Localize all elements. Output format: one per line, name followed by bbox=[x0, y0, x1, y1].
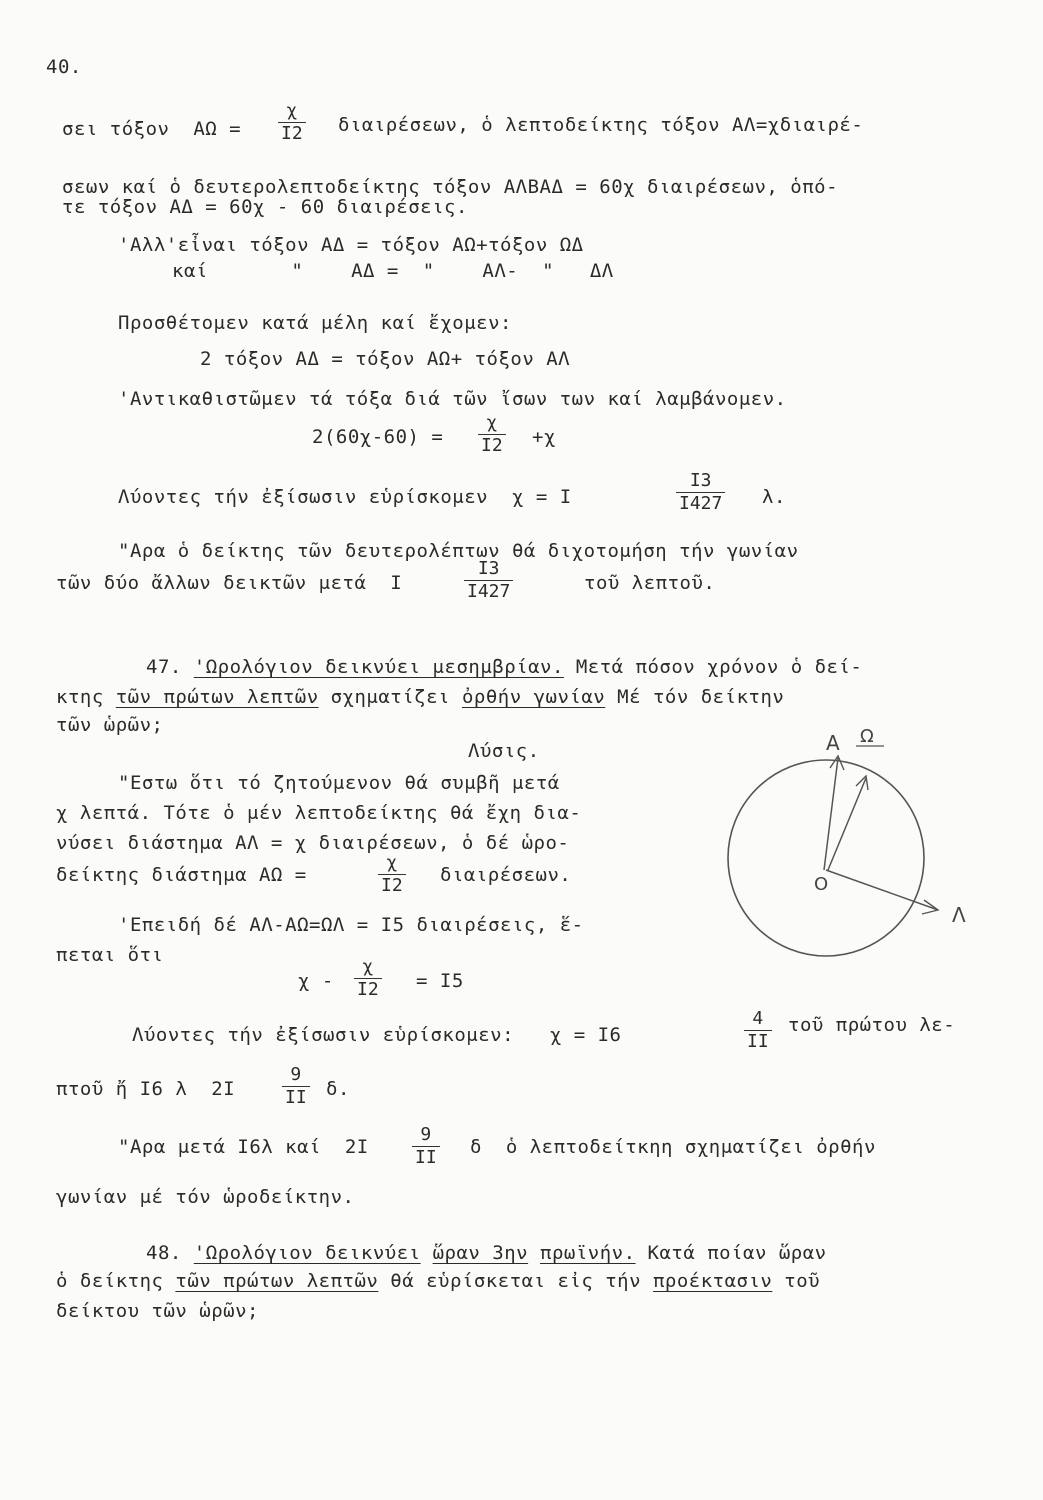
text-line: "Αρα μετά Ι6λ καί 2Ι bbox=[118, 1136, 369, 1158]
fraction-denominator: ΙΙ bbox=[415, 1147, 437, 1168]
text-fragment bbox=[528, 1242, 540, 1264]
label-O: Ο bbox=[814, 874, 829, 895]
text-line: λ. bbox=[762, 486, 786, 508]
fraction-denominator: ΙΙ bbox=[747, 1031, 769, 1052]
text-line: "Αρα ὁ δείκτης τῶν δευτερολέπτων θά διχοτομήση τήν γωνίαν bbox=[118, 540, 799, 562]
fraction bbox=[676, 470, 725, 515]
fraction-denominator: ΙΙ bbox=[285, 1087, 307, 1108]
text-line: νύσει διάστημα ΑΛ = χ διαιρέσεων, ὁ δέ ὡρο- bbox=[56, 832, 570, 854]
label-L: Λ bbox=[952, 903, 966, 927]
equation-right: = Ι5 bbox=[416, 970, 464, 992]
text-line: δείκτης διάστημα ΑΩ = bbox=[56, 864, 307, 886]
problem-number: 48. bbox=[146, 1242, 182, 1264]
problem-47-line-2 bbox=[56, 686, 784, 708]
text-fragment: Κατά ποίαν ὥραν bbox=[635, 1242, 827, 1264]
fraction-numerator: Ι3 bbox=[676, 470, 725, 493]
fraction bbox=[744, 1008, 772, 1053]
fraction-numerator: χ bbox=[354, 956, 382, 979]
text-fragment: θά εὑρίσκεται εἰς τήν bbox=[378, 1270, 653, 1292]
underlined-phrase: πρωϊνήν. bbox=[540, 1242, 636, 1264]
text-line: δ ὁ λεπτοδείτκηη σχηματίζει ὀρθήν bbox=[470, 1136, 876, 1158]
text-line: τῶν ὡρῶν; bbox=[56, 714, 164, 736]
fraction bbox=[282, 1064, 310, 1109]
solution-heading: Λύσις. bbox=[468, 740, 540, 762]
text-line: σεων καί ὁ δευτερολεπτοδείκτης τόξον ΑΛΒΑΔ = 60χ διαιρέσεων, ὁπό- bbox=[62, 176, 839, 198]
equation-right: +χ bbox=[532, 426, 556, 448]
fraction-numerator: χ bbox=[278, 100, 306, 123]
fraction-numerator: χ bbox=[478, 412, 506, 435]
problem-statement: Μετά πόσον χρόνον ὁ δεί- bbox=[563, 656, 863, 678]
text-fragment: τοῦ bbox=[772, 1270, 821, 1292]
fraction-denominator: Ι2 bbox=[357, 979, 379, 1000]
minute-hand bbox=[824, 758, 838, 870]
text-line: "Εστω ὅτι τό ζητούμενον θά συμβῆ μετά bbox=[118, 772, 560, 794]
fraction-denominator: Ι427 bbox=[467, 581, 511, 602]
label-Omega: Ω bbox=[860, 728, 874, 747]
underlined-phrase: 'Ωρολόγιον δεικνύει bbox=[193, 1242, 421, 1264]
text-line: σει τόξον ΑΩ = bbox=[62, 118, 242, 140]
fraction bbox=[464, 558, 513, 603]
clock-diagram bbox=[718, 728, 988, 968]
text-line: διαιρέσεων. bbox=[440, 864, 572, 886]
problem-number: 47. bbox=[146, 656, 182, 678]
fraction-numerator: 9 bbox=[412, 1124, 440, 1147]
fraction-denominator: Ι427 bbox=[679, 493, 723, 514]
underlined-phrase: τῶν πρώτων λεπτῶν bbox=[175, 1270, 379, 1292]
fraction-denominator: Ι2 bbox=[381, 875, 403, 896]
fraction bbox=[412, 1124, 440, 1169]
problem-47-line-1 bbox=[146, 656, 862, 678]
fraction-numerator: 4 bbox=[744, 1008, 772, 1031]
text-fragment: κτης bbox=[56, 686, 116, 708]
fraction bbox=[478, 412, 506, 457]
fraction-denominator: Ι2 bbox=[481, 435, 503, 456]
problem-statement-underlined: 'Ωρολόγιον δεικνύει μεσημβρίαν. bbox=[193, 656, 564, 678]
problem-48-line-2 bbox=[56, 1270, 820, 1292]
text-line: 'Αλλ'εἶναι τόξον ΑΔ = τόξον ΑΩ+τόξον ΩΔ bbox=[118, 234, 584, 256]
underlined-phrase: ὥραν 3ην bbox=[432, 1242, 529, 1264]
text-line: δ. bbox=[326, 1078, 350, 1100]
problem-48-line-1 bbox=[146, 1242, 827, 1264]
text-fragment: σχηματίζει bbox=[318, 686, 462, 708]
text-line: πτοῦ ἤ Ι6 λ 2Ι bbox=[56, 1078, 236, 1100]
text-line: χ λεπτά. Τότε ὁ μέν λεπτοδείκτης θά ἔχη δια- bbox=[56, 802, 582, 824]
text-fragment: ὁ δείκτης bbox=[56, 1270, 176, 1292]
text-line: τοῦ λεπτοῦ. bbox=[584, 572, 716, 594]
text-fragment: Μέ τόν δείκτην bbox=[605, 686, 785, 708]
text-line: 2 τόξον ΑΔ = τόξον ΑΩ+ τόξον ΑΛ bbox=[200, 348, 571, 370]
fraction bbox=[378, 852, 406, 897]
label-A: Α bbox=[826, 731, 840, 755]
text-line: καί " ΑΔ = " ΑΛ- " ΔΛ bbox=[172, 260, 614, 282]
fraction bbox=[278, 100, 306, 145]
text-line: γωνίαν μέ τόν ὡροδείκτην. bbox=[56, 1186, 355, 1208]
fraction-numerator: Ι3 bbox=[464, 558, 513, 581]
equation-left: 2(60χ-60) = bbox=[312, 426, 444, 448]
underlined-phrase: τῶν πρώτων λεπτῶν bbox=[115, 686, 319, 708]
fraction-numerator: 9 bbox=[282, 1064, 310, 1087]
text-line: τοῦ πρώτου λε- bbox=[788, 1014, 956, 1036]
underlined-phrase: ὀρθήν γωνίαν bbox=[461, 686, 606, 708]
equation-left: χ - bbox=[298, 970, 334, 992]
text-line: τῶν δύο ἄλλων δεικτῶν μετά Ι bbox=[56, 572, 403, 594]
text-line: τε τόξον ΑΔ = 60χ - 60 διαιρέσεις. bbox=[62, 196, 468, 218]
page-number: 40. bbox=[46, 56, 82, 78]
text-line: 'Επειδή δέ ΑΛ-ΑΩ=ΩΛ = Ι5 διαιρέσεις, ἕ- bbox=[118, 914, 584, 936]
text-line: 'Αντικαθιστῶμεν τά τόξα διά τῶν ἴσων των καί λαμβάνομεν. bbox=[118, 388, 787, 410]
text-line: διαιρέσεων, ὁ λεπτοδείκτης τόξον ΑΛ=χδιαιρέ- bbox=[338, 114, 864, 136]
fraction-denominator: Ι2 bbox=[281, 123, 303, 144]
fraction bbox=[354, 956, 382, 1001]
text-line: Λύοντες τήν ἐξίσωσιν εὑρίσκομεν χ = Ι bbox=[118, 486, 572, 508]
text-line: Λύοντες τήν ἐξίσωσιν εὑρίσκομεν: χ = Ι6 bbox=[132, 1024, 622, 1046]
text-line: Προσθέτομεν κατά μέλη καί ἔχομεν: bbox=[118, 312, 512, 334]
text-fragment bbox=[421, 1242, 433, 1264]
fraction-numerator: χ bbox=[378, 852, 406, 875]
underlined-phrase: προέκτασιν bbox=[652, 1270, 773, 1292]
text-line: δείκτου τῶν ὡρῶν; bbox=[56, 1300, 259, 1322]
second-hand bbox=[826, 870, 938, 910]
text-line: πεται ὅτι bbox=[56, 944, 164, 966]
